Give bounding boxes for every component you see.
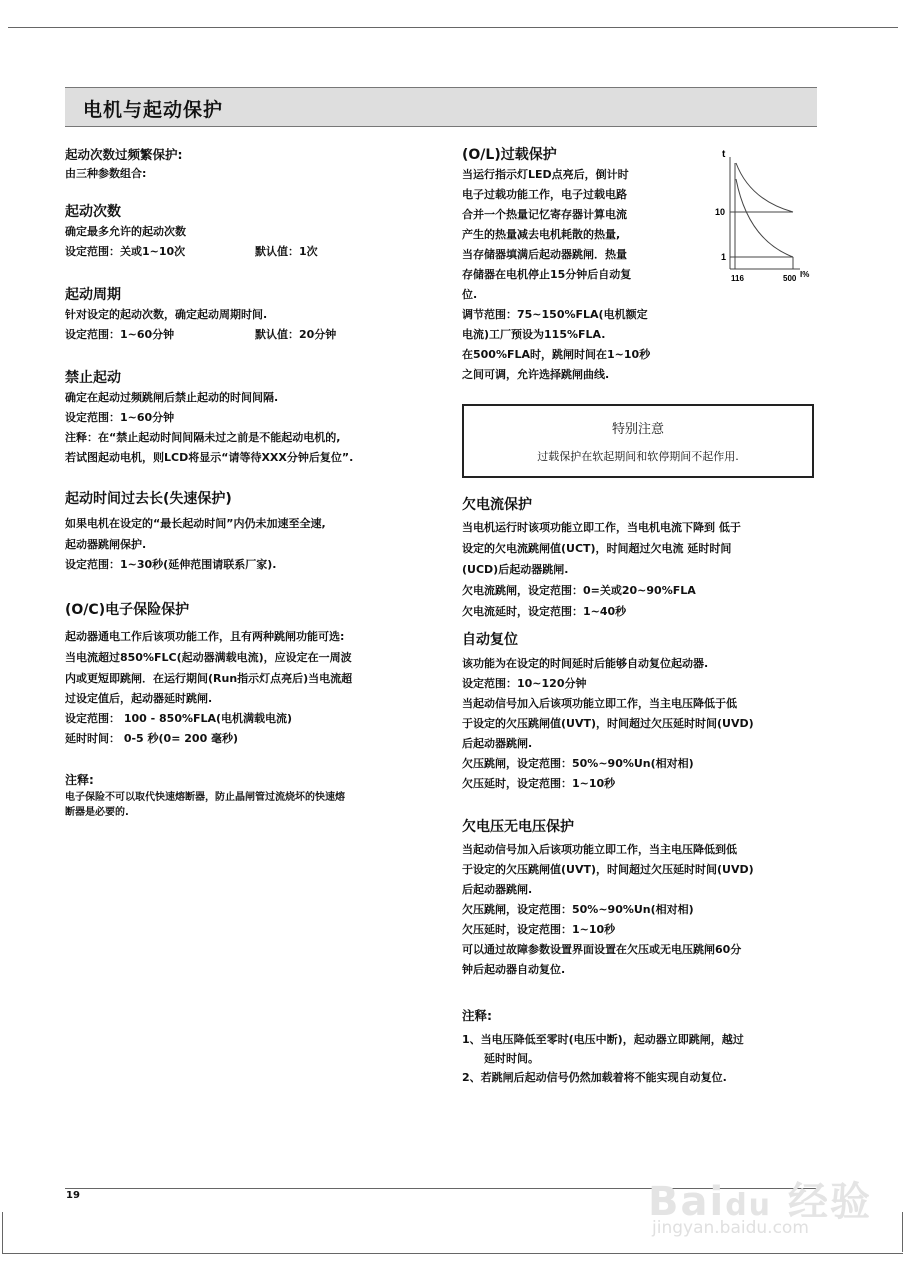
text-line: 该功能为在设定的时间延时后能够自动复位起动器. bbox=[462, 657, 709, 670]
heading: (O/C)电子保险保护 bbox=[65, 602, 190, 618]
heading: 起动次数 bbox=[65, 204, 121, 220]
section-undercurrent bbox=[462, 495, 741, 622]
text-line: 位. bbox=[462, 288, 478, 301]
text-line: 合并一个热量记忆寄存器计算电流 bbox=[462, 208, 627, 221]
section-undervoltage bbox=[462, 817, 754, 980]
text-line: 于设定的欠压跳闸值(UVT)，时间超过欠压延时时间(UVD) bbox=[462, 717, 754, 730]
section-start-count bbox=[65, 202, 318, 262]
heading: 起动次数过频繁保护: bbox=[65, 147, 183, 162]
text-line: 欠电流延时，设定范围：1~40秒 bbox=[462, 605, 627, 618]
special-note-box bbox=[462, 404, 814, 478]
text-line: 如果电机在设定的“最长起动时间”内仍未加速至全速, bbox=[65, 517, 326, 530]
x-tick-label: 500 bbox=[783, 274, 797, 283]
text-line bbox=[65, 242, 318, 262]
text-line bbox=[65, 325, 336, 345]
text-line: 欠压跳闸，设定范围：50%~90%Un(相对相) bbox=[462, 903, 694, 916]
text-line: 当运行指示灯LED点亮后，倒计时 bbox=[462, 168, 629, 181]
special-note-title: 特别注意 bbox=[611, 422, 664, 437]
text-line: 产生的热量减去电机耗散的热量, bbox=[462, 228, 621, 241]
watermark-logo: Baidu 经验 bbox=[648, 1179, 872, 1225]
text-line: 设定范围：10~120分钟 bbox=[462, 677, 587, 690]
text-line: 当起动信号加入后该项功能立即工作，当主电压降低到低 bbox=[462, 843, 737, 856]
section-title-band bbox=[65, 87, 817, 127]
heading: (O/L)过载保护 bbox=[462, 147, 557, 163]
range: 设定范围：关或1~10次 bbox=[65, 245, 186, 258]
upper-trip-curve bbox=[736, 163, 793, 212]
text-line: 调节范围：75~150%FLA(电机额定 bbox=[462, 308, 648, 321]
text-line: 针对设定的起动次数，确定起动周期时间. bbox=[65, 308, 268, 321]
text-line: 当电机运行时该项功能立即工作，当电机电流下降到 低于 bbox=[462, 521, 741, 534]
heading: 禁止起动 bbox=[65, 370, 121, 386]
section-note-left bbox=[65, 770, 345, 820]
text-line: 之间可调，允许选择跳闸曲线. bbox=[462, 368, 610, 381]
text-line: 欠压延时，设定范围：1~10秒 bbox=[462, 923, 616, 936]
text-line: 钟后起动器自动复位. bbox=[462, 963, 566, 976]
text-line: 存储器在电机停止15分钟后自动复 bbox=[462, 268, 632, 281]
special-note-body: 过载保护在软起期间和软停期间不起作用. bbox=[537, 450, 739, 463]
text-line: 可以通过故障参数设置界面设置在欠压或无电压跳闸60分 bbox=[462, 943, 742, 956]
text-line: 于设定的欠压跳闸值(UVT)，时间超过欠压延时时间(UVD) bbox=[462, 863, 754, 876]
y-tick-label: 10 bbox=[715, 207, 726, 217]
note-item: 1、当电压降低至零时(电压中断)，起动器立即跳闸，越过 bbox=[462, 1033, 744, 1046]
text-line: 注释：在“禁止起动时间间隔未过之前是不能起动电机的, bbox=[65, 431, 341, 444]
watermark-url: jingyan.baidu.com bbox=[652, 1218, 809, 1238]
section-stall bbox=[65, 489, 326, 575]
top-rule bbox=[8, 27, 898, 28]
section-note-right bbox=[462, 1006, 744, 1088]
text-line: 在500%FLA时，跳闸时间在1~10秒 bbox=[462, 348, 651, 361]
text-line: 设定范围：1~60分钟 bbox=[65, 411, 175, 424]
text-line: 内或更短即跳闸．在运行期间(Run指示灯点亮后)当电流超 bbox=[65, 672, 353, 685]
text-line: 延时时间： 0-5 秒(0= 200 毫秒) bbox=[65, 732, 239, 745]
page-number: 19 bbox=[66, 1190, 80, 1201]
frame-bottom bbox=[2, 1253, 903, 1254]
section-start-period bbox=[65, 285, 336, 345]
text-line: 设定范围：1~30秒(延伸范围请联系厂家). bbox=[65, 558, 277, 571]
note-item: 2、若跳闸后起动信号仍然加载着将不能实现自动复位. bbox=[462, 1071, 727, 1084]
heading: 欠电压无电压保护 bbox=[462, 819, 574, 835]
text-line: 当存储器填满后起动器跳闸．热量 bbox=[462, 248, 627, 261]
text-line: 断器是必要的. bbox=[65, 807, 129, 818]
text-line: 当电流超过850%FLC(起动器满载电流)，应设定在一周波 bbox=[65, 651, 352, 664]
text-line: 当起动信号加入后该项功能立即工作，当主电压降低于低 bbox=[462, 697, 737, 710]
y-axis-label: t bbox=[722, 149, 726, 160]
overload-trip-curve-diagram bbox=[700, 145, 815, 290]
lower-trip-curve bbox=[736, 179, 793, 257]
heading: 起动周期 bbox=[65, 287, 121, 303]
text-line: 后起动器跳闸. bbox=[462, 737, 533, 750]
text-line: 由三种参数组合: bbox=[65, 167, 147, 180]
frame-left bbox=[2, 1212, 3, 1254]
heading: 注释: bbox=[65, 773, 94, 787]
text-line: 欠压延时，设定范围：1~10秒 bbox=[462, 777, 616, 790]
section-overload bbox=[462, 145, 650, 385]
text-line: 欠压跳闸，设定范围：50%~90%Un(相对相) bbox=[462, 757, 694, 770]
text-line: 若试图起动电机，则LCD将显示“请等待XXX分钟后复位”. bbox=[65, 451, 354, 464]
text-line: 设定的欠电流跳闸值(UCT)，时间超过欠电流 延时时间 bbox=[462, 542, 732, 555]
text-line: 电子过载功能工作，电子过载电路 bbox=[462, 188, 627, 201]
section-start-inhibit bbox=[65, 368, 353, 468]
note-item: 延时时间。 bbox=[484, 1052, 539, 1065]
frame-right bbox=[902, 1212, 903, 1252]
text-line: 确定最多允许的起动次数 bbox=[65, 225, 186, 238]
page-title: 电机与起动保护 bbox=[83, 99, 224, 121]
x-axis-label: I% bbox=[800, 270, 810, 279]
text-line: 电子保险不可以取代快速熔断器，防止晶闸管过流烧坏的快速熔 bbox=[65, 792, 345, 803]
text-line: 后起动器跳闸. bbox=[462, 883, 533, 896]
text-line: 设定范围： 100 - 850%FLA(电机满载电流) bbox=[65, 712, 293, 725]
default-value: 默认值：1次 bbox=[255, 245, 318, 258]
text-line: 电流)工厂预设为115%FLA. bbox=[462, 328, 606, 341]
watermark bbox=[640, 1150, 900, 1250]
heading: 注释: bbox=[462, 1008, 492, 1023]
heading: 欠电流保护 bbox=[462, 497, 532, 513]
x-tick-label: 116 bbox=[731, 274, 744, 283]
default-value: 默认值：20分钟 bbox=[255, 328, 337, 341]
section-auto-reset bbox=[462, 630, 754, 794]
text-line: 欠电流跳闸，设定范围：0=关或20~90%FLA bbox=[462, 584, 696, 597]
heading: 自动复位 bbox=[462, 632, 518, 648]
text-line: 起动器通电工作后该项功能工作，且有两种跳闸功能可选: bbox=[65, 630, 345, 643]
text-line: 确定在起动过频跳闸后禁止起动的时间间隔. bbox=[65, 391, 279, 404]
text-line: 起动器跳闸保护. bbox=[65, 538, 147, 551]
heading: 起动时间过去长(失速保护) bbox=[65, 491, 232, 507]
section-electronic-shearpin bbox=[65, 600, 352, 749]
text-line: 过设定值后，起动器延时跳闸. bbox=[65, 692, 213, 705]
range: 设定范围：1~60分钟 bbox=[65, 328, 175, 341]
y-tick-label: 1 bbox=[721, 252, 727, 262]
section-start-frequency bbox=[65, 145, 183, 183]
text-line: (UCD)后起动器跳闸. bbox=[462, 563, 569, 576]
